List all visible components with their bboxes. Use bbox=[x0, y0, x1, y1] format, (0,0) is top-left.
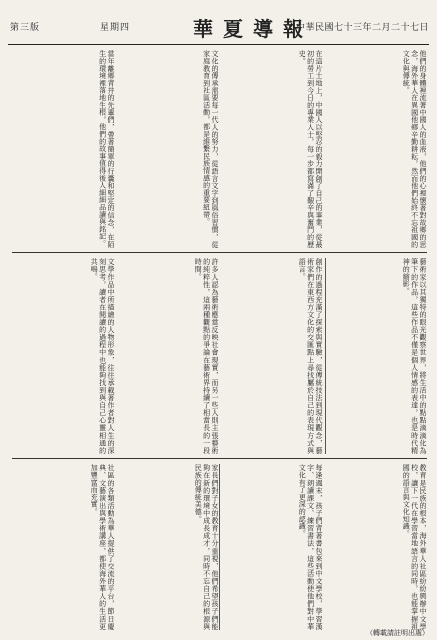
article-paragraph: 當年離鄉背井的先輩們，帶著簡單的行囊和堅定的信念，在陌生的環境裡落地生根，他們的故事值得後人細細品讀與銘記。 bbox=[98, 50, 115, 248]
article-paragraph: 每逢週末，孩子們背著書包來到中文學校，學習漢字、朗讀課文、練習書法，這些活動使他們對中華文化有了更深的認識。 bbox=[298, 464, 323, 630]
weekday: 星期四 bbox=[100, 23, 131, 33]
footer-note: （轉載請註明出處） bbox=[366, 629, 429, 637]
article-paragraph: 藝術家以其獨特的眼光觀察世界，將生活中的點點滴滴化為筆下的作品，這些作品不僅是個人情感的表達，也是時代精神的縮影。 bbox=[402, 258, 427, 454]
column-divider bbox=[325, 258, 326, 454]
article-band-1 bbox=[12, 50, 427, 248]
article-paragraph: 文學作品中所描繪的人物形象，往往承載著作者對人生的深刻思考，讀者在閱讀的過程中也能夠找到與自己心靈相通的共鳴。 bbox=[90, 258, 115, 454]
article-paragraph: 他們的身體裡流著中國人的血液，他們的心裡懷著對故鄉的思念，海外華人在異國他鄉辛勤耕耘，然而他們始終不忘祖國的文化與傳統。 bbox=[402, 50, 427, 248]
newspaper-title: 華夏導報 bbox=[193, 17, 313, 41]
page-number: 第三版 bbox=[10, 23, 41, 33]
article-band-2 bbox=[12, 258, 427, 454]
article-paragraph: 家長們對子女的教育十分重視，他們希望孩子們能夠在新的環境中成長成才，同時不忘自己的根源與民族的傳統美德。 bbox=[194, 464, 219, 630]
issue-date: 中華民國七十三年二月二十七日 bbox=[295, 23, 429, 33]
article-paragraph: 文化的傳承需要每一代人的努力，從語言文字到風俗習慣，從家庭教育到社區活動，都是維繫民族情感的重要紐帶。 bbox=[202, 50, 219, 248]
article-paragraph: 教育是民族的根本，海外華人社區紛紛興辦中文學校，讓下一代在學習當地語言的同時，也能掌握祖國的語言與文化知識。 bbox=[402, 464, 427, 630]
band-divider bbox=[12, 458, 427, 459]
band-divider bbox=[12, 252, 427, 253]
article-paragraph: 創作的過程充滿了探索與實驗，從傳統技法到現代觀念，藝術家們在東西方文化的交匯點上尋找屬於自己的表現方式與語言。 bbox=[298, 258, 323, 454]
column-divider bbox=[219, 464, 220, 630]
masthead bbox=[8, 18, 429, 45]
article-paragraph: 在這片土地上，中國人以堅忍的毅力開創了自己的事業，從最初的勞工到今日的專業人士，每一步都寫滿了艱辛與奮鬥的歷史。 bbox=[298, 50, 323, 248]
article-paragraph: 許多人認為藝術應當反映社會現實，而另一些人則主張藝術的純粹性，這兩種觀點的爭論在藝術界持續了相當長的一段時間。 bbox=[194, 258, 219, 454]
article-paragraph: 社區的各類活動為華人提供了交流的平台，節日慶典、文藝演出與學術講座，都使海外華人的生活更加豐富而充實。 bbox=[90, 464, 115, 630]
